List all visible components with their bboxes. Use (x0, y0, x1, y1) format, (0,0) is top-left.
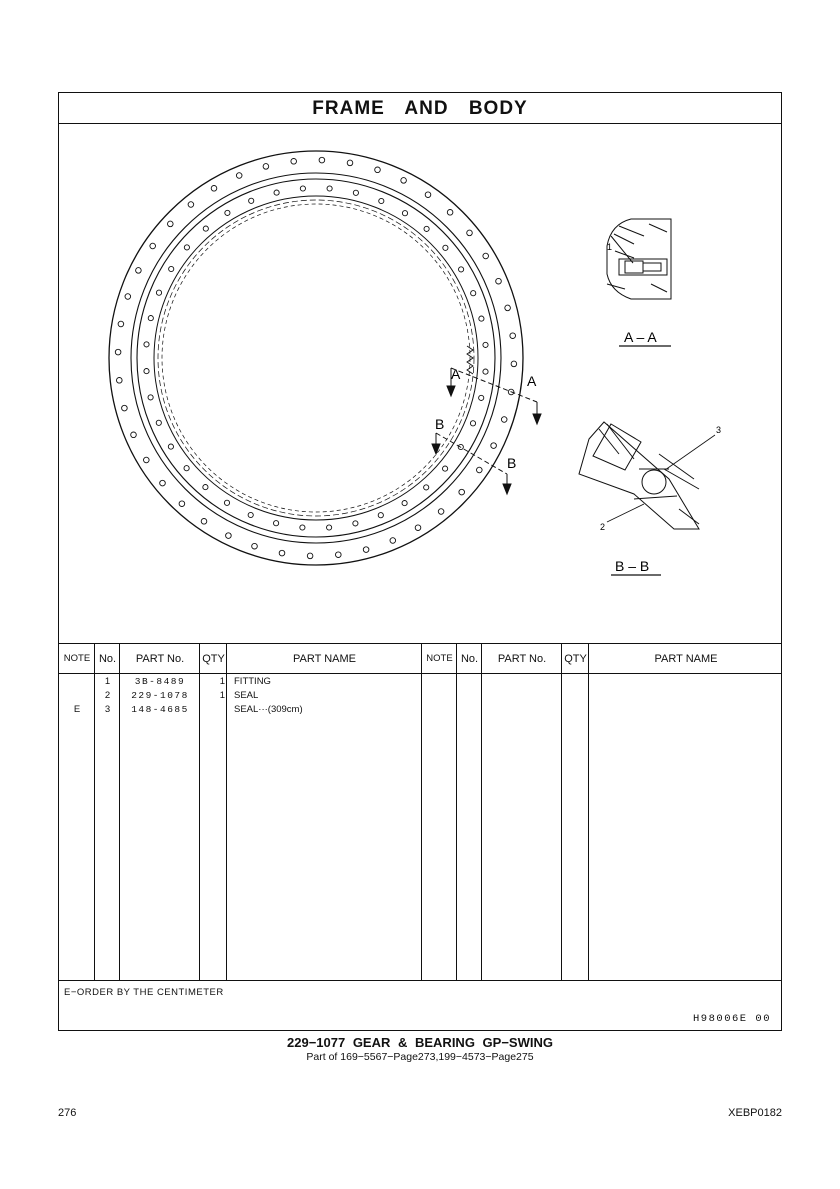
bolt-hole (226, 533, 232, 539)
header-no-right: No. (460, 653, 479, 665)
bolt-hole (160, 480, 166, 486)
bolt-hole (291, 159, 297, 165)
section-bb-detail (579, 422, 699, 529)
bolt-hole (459, 489, 465, 495)
bolt-hole (144, 457, 150, 463)
bolt-hole (379, 198, 384, 203)
bolt-hole (402, 501, 407, 506)
bolt-hole (479, 395, 484, 400)
bolt-hole (300, 525, 305, 530)
bolt-hole (443, 245, 448, 250)
bolt-hole (179, 501, 185, 507)
bolt-hole (148, 316, 153, 321)
bolt-hole (424, 485, 429, 490)
bolt-hole (144, 369, 149, 374)
row-2-no: 2 (104, 690, 111, 701)
bolt-hole (225, 210, 230, 215)
bolt-hole (188, 202, 194, 208)
bolt-hole (415, 525, 421, 531)
bolt-hole (279, 550, 285, 556)
gear-root-circle (162, 204, 470, 512)
bolt-hole (168, 221, 174, 227)
bolt-hole (477, 467, 483, 473)
bolt-hole (501, 417, 507, 423)
row-1-qty: 1 (219, 676, 225, 687)
row-2-part-name: SEAL (234, 690, 259, 701)
col-no-right (457, 644, 482, 980)
row-1-part-no: 3B-8489 (134, 676, 186, 687)
bolt-hole (274, 521, 279, 526)
bolt-hole (390, 538, 396, 544)
inner-ring-outer-edge (137, 179, 495, 537)
inner-ring-bore (154, 196, 478, 520)
bolt-hole (168, 444, 173, 449)
group-caption: 229−1077 GEAR & BEARING GP−SWING (287, 1035, 553, 1050)
col-qty-right (562, 644, 589, 980)
bolt-hole (491, 443, 497, 449)
bolt-hole (402, 211, 407, 216)
bolt-hole (201, 519, 207, 525)
col-note-left (59, 644, 95, 980)
header-no: No. (98, 653, 117, 665)
page-number: 276 (58, 1107, 77, 1119)
leader-3 (665, 435, 715, 470)
bolt-hole (122, 405, 128, 411)
col-partno-right (482, 644, 562, 980)
bolt-hole (479, 316, 484, 321)
bolt-hole (467, 230, 473, 236)
header-qty: QTY (202, 653, 225, 665)
bolt-hole (144, 342, 149, 347)
leader-2 (607, 504, 644, 522)
bolt-hole (307, 553, 313, 559)
drawing-frame (58, 92, 782, 1031)
bolt-hole (483, 342, 488, 347)
row-1-no: 1 (104, 676, 111, 687)
bolt-hole (252, 543, 258, 549)
bolt-hole (249, 198, 254, 203)
page-title: FRAME AND BODY (59, 93, 781, 124)
row-1-part-name: FITTING (234, 676, 271, 687)
technical-drawing (59, 124, 781, 643)
bolt-hole (224, 500, 229, 505)
bolt-hole (353, 190, 358, 195)
bolt-holes (115, 157, 516, 558)
bolt-hole (375, 167, 381, 173)
swing-bearing-drawing (59, 124, 783, 643)
header-qty-right: QTY (564, 653, 587, 665)
page-code: XEBP0182 (728, 1107, 782, 1119)
bolt-hole (347, 160, 353, 166)
callout-3: 3 (716, 425, 722, 435)
bolt-hole (353, 521, 358, 526)
bolt-hole (424, 226, 429, 231)
bolt-hole (459, 267, 464, 272)
bolt-hole (236, 173, 242, 179)
header-part-name: PART NAME (293, 653, 356, 665)
cut-letter-b-right: B (507, 455, 517, 471)
bolt-hole (274, 190, 279, 195)
header-note: NOTE (63, 653, 91, 664)
bolt-hole (156, 420, 161, 425)
group-reference: Part of 169−5567−Page273,199−4573−Page275 (306, 1051, 534, 1063)
outer-ring-inner-edge (131, 173, 501, 543)
cut-letter-b-left: B (435, 416, 445, 432)
bolt-hole (483, 369, 488, 374)
bolt-hole (443, 466, 448, 471)
bolt-hole (115, 349, 121, 355)
bolt-hole (511, 361, 517, 367)
bolt-hole (131, 432, 137, 438)
row-2-part-no: 229-1078 (131, 690, 189, 701)
bolt-hole (483, 253, 489, 259)
col-note-right (422, 644, 457, 980)
bolt-hole (378, 513, 383, 518)
header-part-name-right: PART NAME (654, 653, 718, 665)
callout-1: 1 (607, 242, 613, 252)
section-aa-label: A – A (624, 329, 657, 345)
row-3-part-name: SEAL···(309cm) (234, 704, 303, 715)
outer-ring-edge (109, 151, 523, 565)
bolt-hole (336, 552, 342, 558)
bolt-hole (211, 186, 217, 192)
bolt-hole (203, 485, 208, 490)
bolt-hole (117, 378, 123, 384)
bolt-hole (438, 509, 444, 515)
bolt-hole (401, 178, 407, 184)
bolt-hole (184, 466, 189, 471)
table-footer (59, 980, 781, 1032)
bolt-hole (363, 547, 369, 553)
bolt-hole (496, 278, 502, 284)
bolt-hole (184, 245, 189, 250)
section-aa-detail (607, 219, 671, 299)
bolt-hole (471, 291, 476, 296)
section-bb-label: B – B (615, 558, 650, 574)
bolt-hole (300, 186, 305, 191)
drawing-code: H98006E 00 (692, 1013, 771, 1025)
bolt-hole (136, 268, 142, 274)
bolt-hole (148, 395, 153, 400)
bolt-hole (263, 164, 269, 170)
bolt-hole (156, 290, 161, 295)
bolt-hole (470, 421, 475, 426)
bolt-hole (510, 333, 516, 339)
bolt-hole (425, 192, 431, 198)
bolt-hole (319, 157, 325, 163)
bolt-hole (327, 186, 332, 191)
header-part-no-right: PART No. (497, 653, 547, 665)
row-2-qty: 1 (219, 690, 225, 701)
order-footnote: E−ORDER BY THE CENTIMETER (64, 987, 224, 998)
bolt-hole (248, 512, 253, 517)
bolt-hole (125, 294, 131, 300)
header-part-no: PART No. (135, 653, 185, 665)
row-3-no: 3 (104, 704, 111, 715)
bolt-hole (150, 243, 156, 249)
header-note-right: NOTE (426, 653, 453, 664)
bolt-hole (169, 266, 174, 271)
section-b-cut (432, 433, 511, 494)
parts-table (59, 643, 781, 980)
cut-letter-a-right: A (527, 373, 537, 389)
row-3-note: E (73, 704, 81, 715)
bolt-hole (327, 525, 332, 530)
gear-pitch-circle (158, 200, 474, 516)
row-3-part-no: 148-4685 (131, 704, 189, 715)
cut-letter-a-left: A (451, 366, 461, 382)
callout-2: 2 (600, 522, 606, 532)
bolt-hole (203, 226, 208, 231)
bolt-hole (447, 210, 453, 216)
bolt-hole (118, 321, 124, 327)
bolt-hole (505, 305, 511, 311)
